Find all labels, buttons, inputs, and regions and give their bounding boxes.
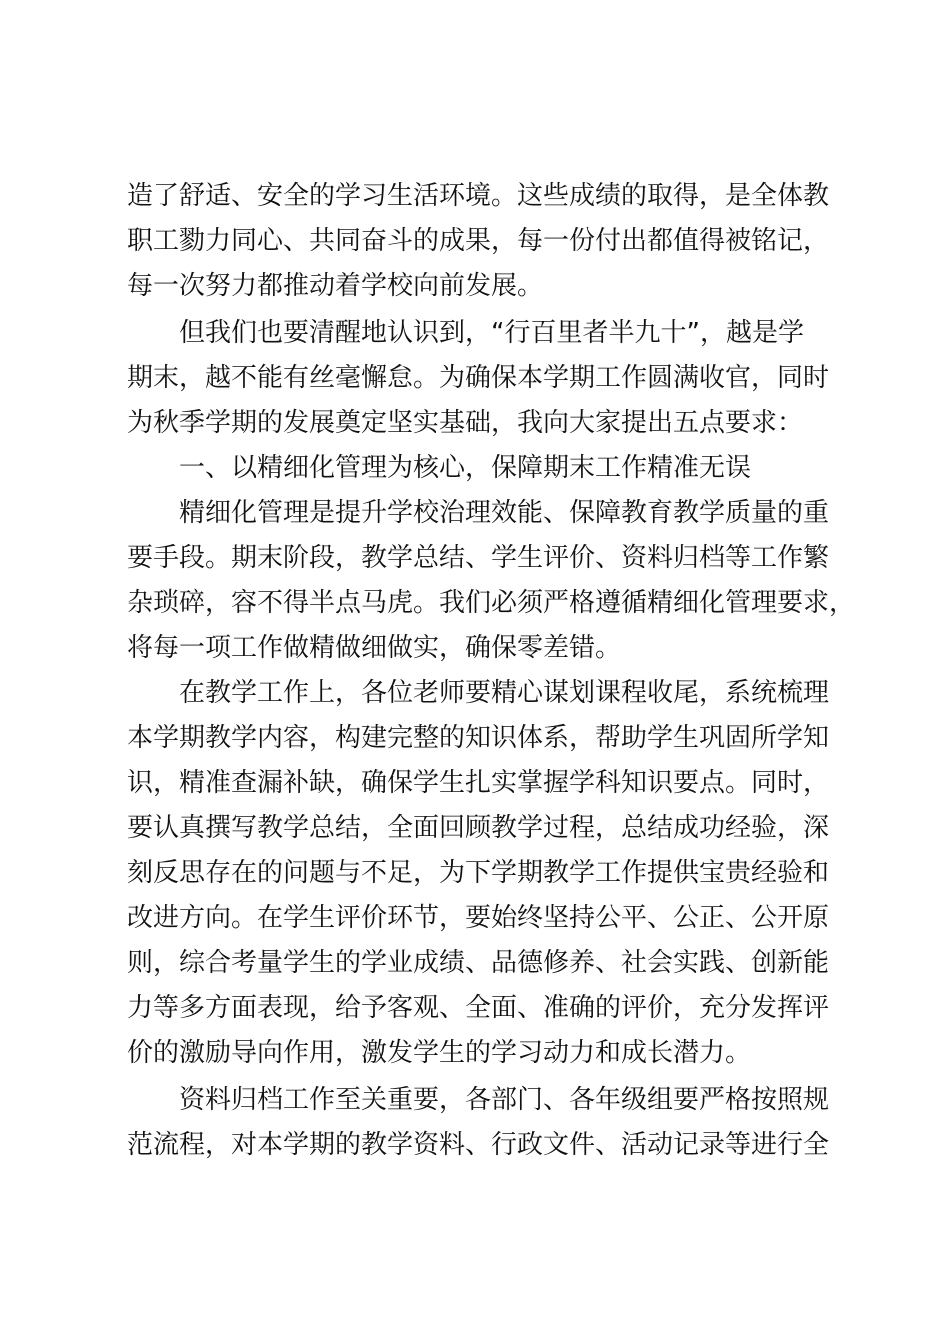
text-line: 将每一项工作做精做细做实，确保零差错。	[127, 633, 622, 663]
text-line: 范流程，对本学期的教学资料、行政文件、活动记录等进行全	[127, 1130, 830, 1160]
text-line: 但我们也要清醒地认识到，“行百里者半九十”，越是学	[179, 318, 804, 348]
paragraph	[127, 671, 853, 1076]
text-line: 资料归档工作至关重要，各部门、各年级组要严格按照规	[179, 1085, 830, 1115]
paragraph	[127, 491, 856, 671]
text-line: 刻反思存在的问题与不足，为下学期教学工作提供宝贵经验和	[127, 858, 830, 888]
text-line: 改进方向。在学生评价环节，要始终坚持公平、公正、公开原	[127, 903, 830, 933]
text-line: 要认真撰写教学总结，全面回顾教学过程，总结成功经验，深	[127, 813, 830, 843]
text-line: 在教学工作上，各位老师要精心谋划课程收尾，系统梳理	[179, 678, 830, 708]
text-line: 本学期教学内容，构建完整的知识体系，帮助学生巩固所学知	[127, 723, 830, 753]
paragraph	[127, 311, 853, 446]
text-line: 造了舒适、安全的学习生活环境。这些成绩的取得，是全体教	[127, 181, 830, 211]
section-heading	[127, 446, 853, 491]
text-line: 为秋季学期的发展奠定坚实基础，我向大家提出五点要求：	[127, 408, 804, 438]
text-line: 职工勠力同心、共同奋斗的成果，每一份付出都值得被铭记，	[127, 226, 830, 256]
text-line: 精细化管理是提升学校治理效能、保障教育教学质量的重	[179, 498, 830, 528]
text-line: 要手段。期末阶段，教学总结、学生评价、资料归档等工作繁	[127, 543, 830, 573]
text-line: 识，精准查漏补缺，确保学生扎实掌握学科知识要点。同时，	[127, 768, 830, 798]
text-line: 杂琐碎，容不得半点马虎。我们必须严格遵循精细化管理要求，	[127, 588, 856, 618]
text-line: 价的激励导向作用，激发学生的学习动力和成长潜力。	[127, 1038, 752, 1068]
text-line: 则，综合考量学生的学业成绩、品德修养、社会实践、创新能	[127, 948, 830, 978]
text-line: 每一次努力都推动着学校向前发展。	[127, 271, 544, 301]
section-heading-text: 一、以精细化管理为核心，保障期末工作精准无误	[179, 453, 752, 483]
paragraph-continuation	[127, 174, 853, 309]
text-line: 期末，越不能有丝毫懈怠。为确保本学期工作圆满收官，同时	[127, 363, 830, 393]
text-line: 力等多方面表现，给予客观、全面、准确的评价，充分发挥评	[127, 993, 830, 1023]
paragraph	[127, 1078, 853, 1168]
document-body	[127, 174, 856, 1168]
